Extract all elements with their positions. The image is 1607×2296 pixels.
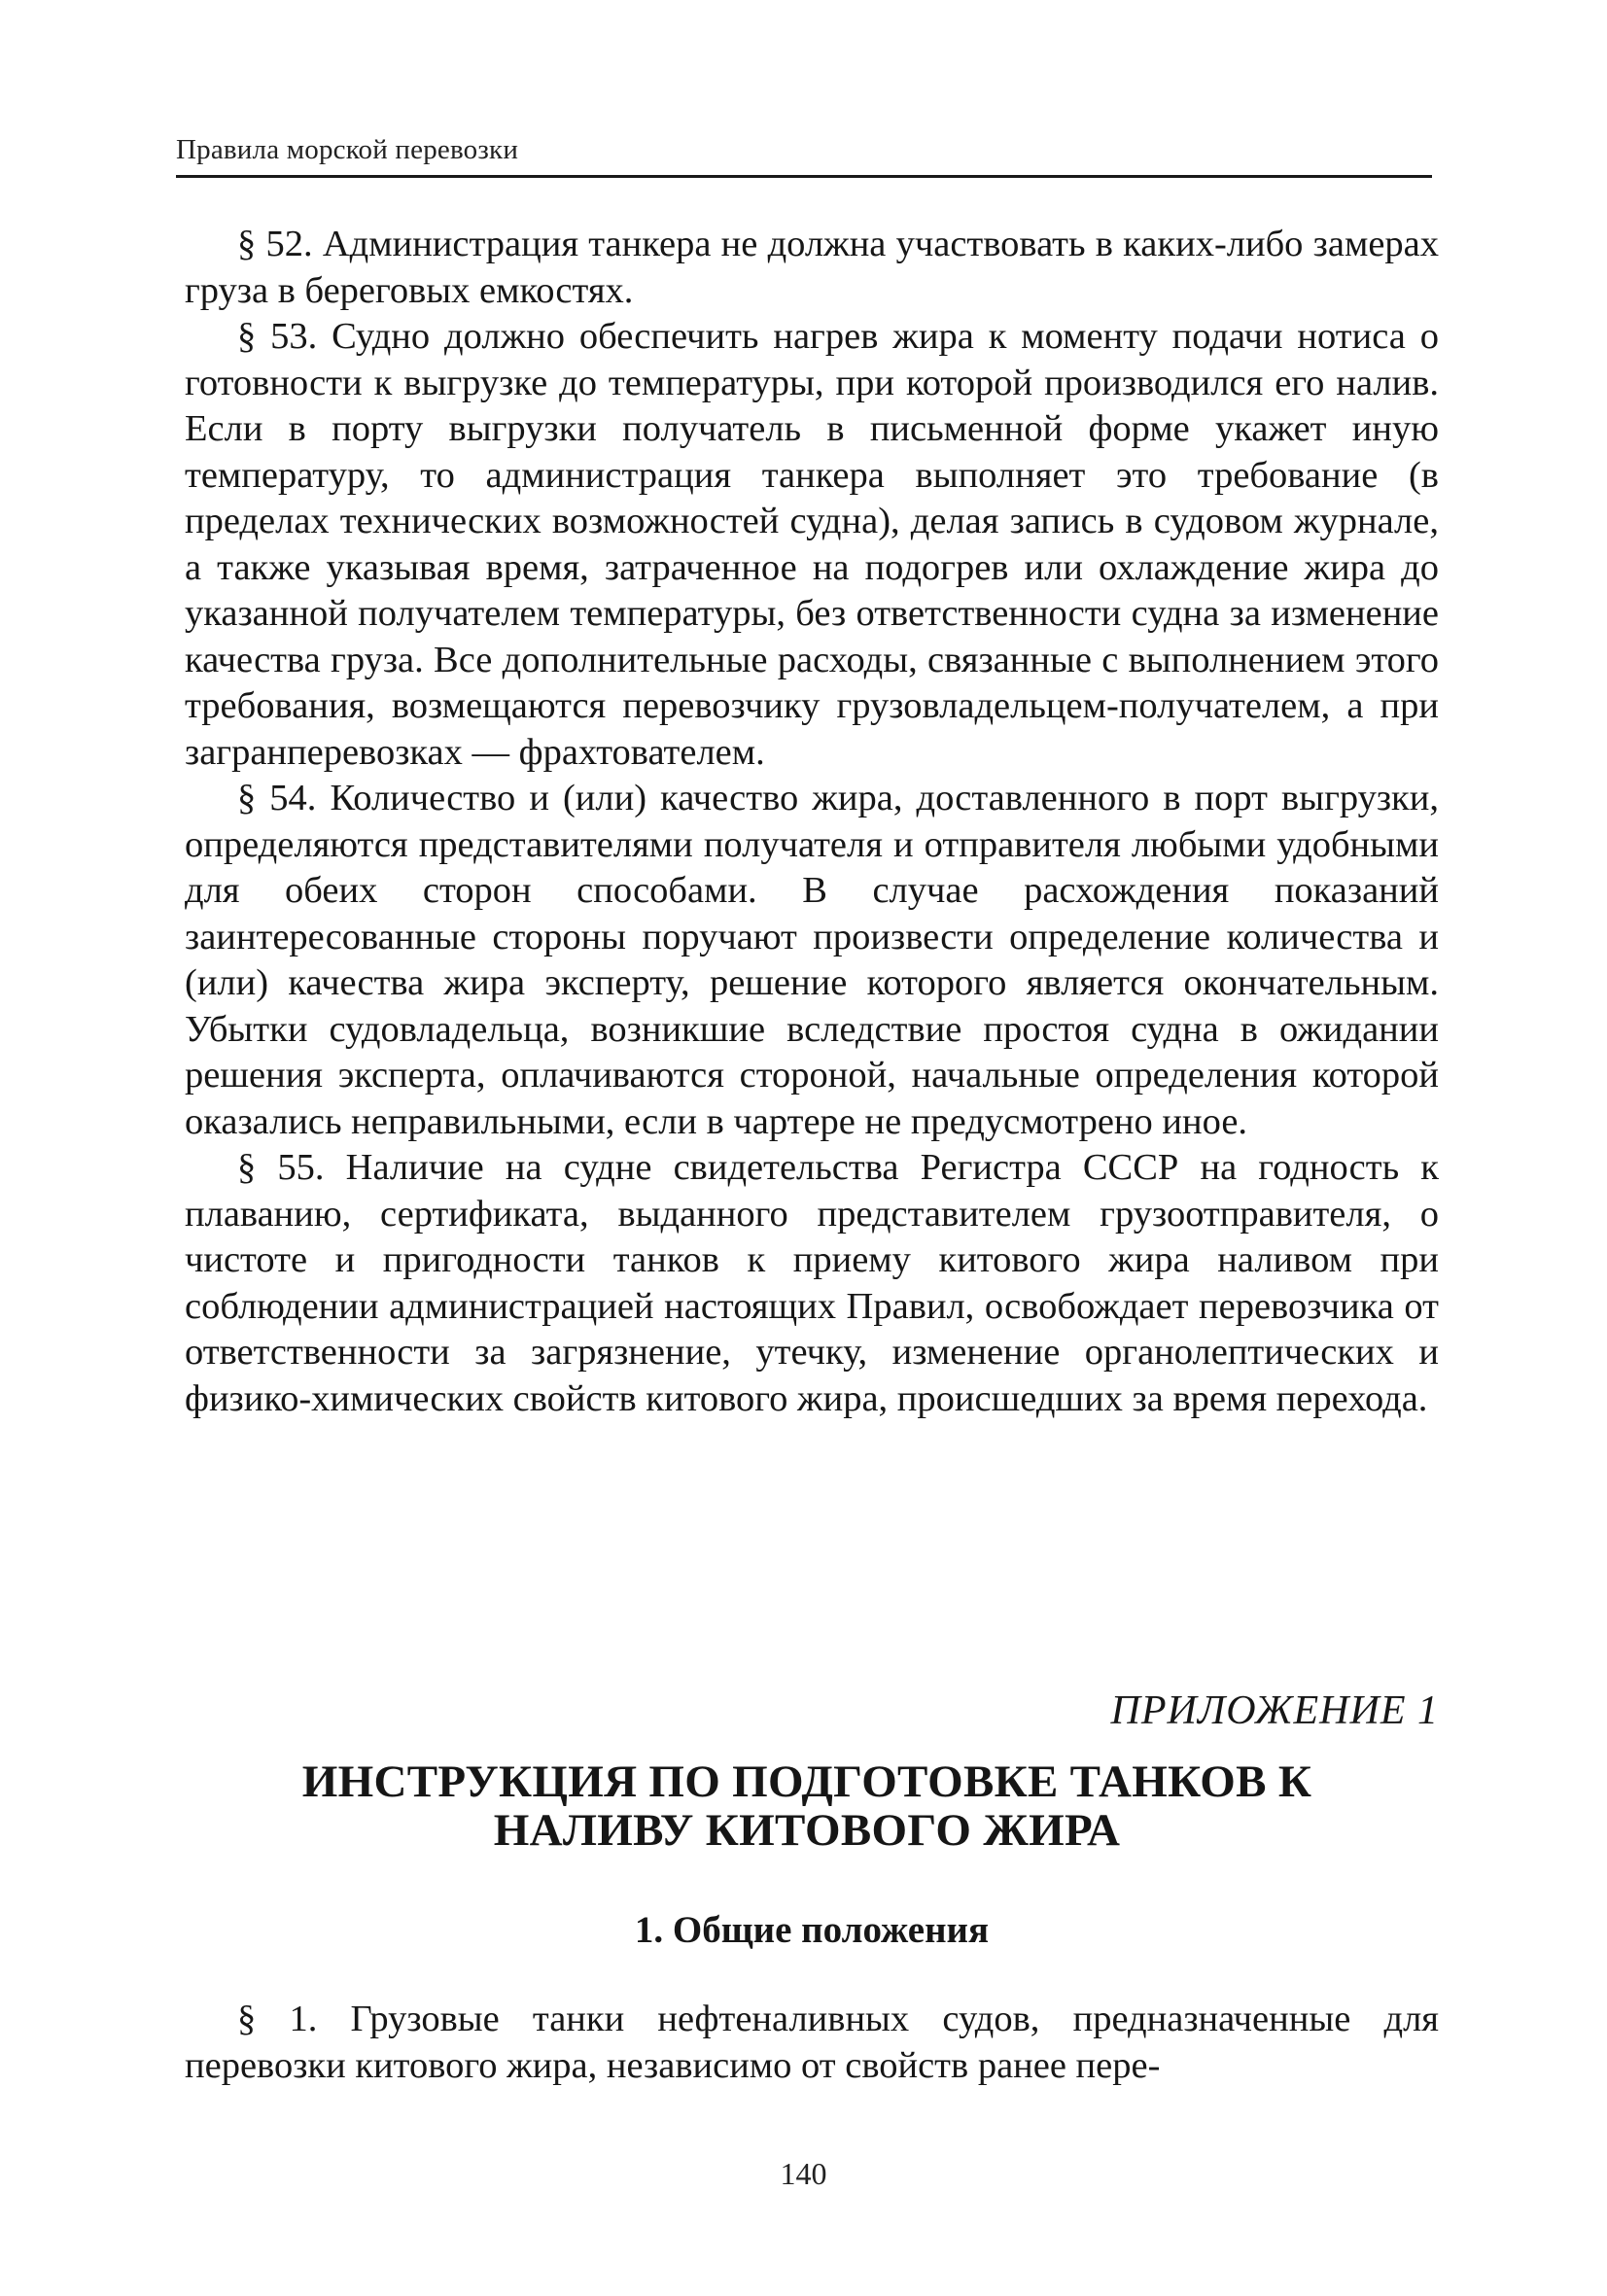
paragraph-54: § 54. Количество и (или) качество жира, доставленного в порт выгрузки, определяются представителями получателя и отправителя любыми удобными для обеих сторон способами. В случае расхождения показаний заинтересованные стороны поручают произвести определение количества и (или) качества жира эксперту, решение которого является окончательным. Убытки судовладельца, возникшие вследствие простоя судна в ожидании решения эксперта, оплачиваются стороной, начальные определения которой оказались неправильными, если в чартере не предусмотрено иное. [185,778,1439,1142]
header-rule [176,175,1432,178]
running-header: Правила морской перевозки [176,134,519,165]
main-text [185,222,1439,1422]
appendix-title [194,1757,1419,1855]
paragraph-53: § 53. Судно должно обеспечить нагрев жира к моменту подачи нотиса о готовности к выгрузке до температуры, при которой производился его налив. Если в порту выгрузки получатель в письменной форме укажет иную температуру, то администрация танкера выполняет это требование (в пределах технических возможностей судна), делая запись в судовом журнале, а также указывая время, затраченное на подогрев или охлаждение жира до указанной получателем температуры, без ответственности судна за изменение качества груза. Все дополнительные расходы, связанные с выполнением этого требования, возмещаются перевозчику грузовладельцем-получателем, а при загранперевозках — фрахтователем. [185,316,1439,773]
page-number: 140 [780,2156,827,2191]
appendix-title-line-2: НАЛИВУ КИТОВОГО ЖИРА [493,1805,1121,1856]
paragraph-appendix-1: § 1. Грузовые танки нефтеналивных судов, предназначенные для перевозки китового жира, независимо от свойств ранее пере- [185,1999,1439,2086]
section-heading: 1. Общие положения [634,1909,990,1951]
appendix-title-line-1: ИНСТРУКЦИЯ ПО ПОДГОТОВКЕ ТАНКОВ К [301,1757,1312,1807]
appendix-text [185,1996,1439,2089]
paragraph-52: § 52. Администрация танкера не должна участвовать в каких-либо замерах груза в береговых емкостях. [185,224,1439,311]
paragraph-55: § 55. Наличие на судне свидетельства Регистра СССР на годность к плаванию, сертификата, выданного представителем грузоотправителя, о чистоте и пригодности танков к приему китового жира наливом при соблюдении администрацией настоящих Правил, освобождает перевозчика от ответственности за загрязнение, утечку, изменение органолептических и физико-химических свойств китового жира, происшедших за время перехода. [185,1147,1439,1419]
appendix-label: ПРИЛОЖЕНИЕ 1 [1110,1688,1439,1733]
